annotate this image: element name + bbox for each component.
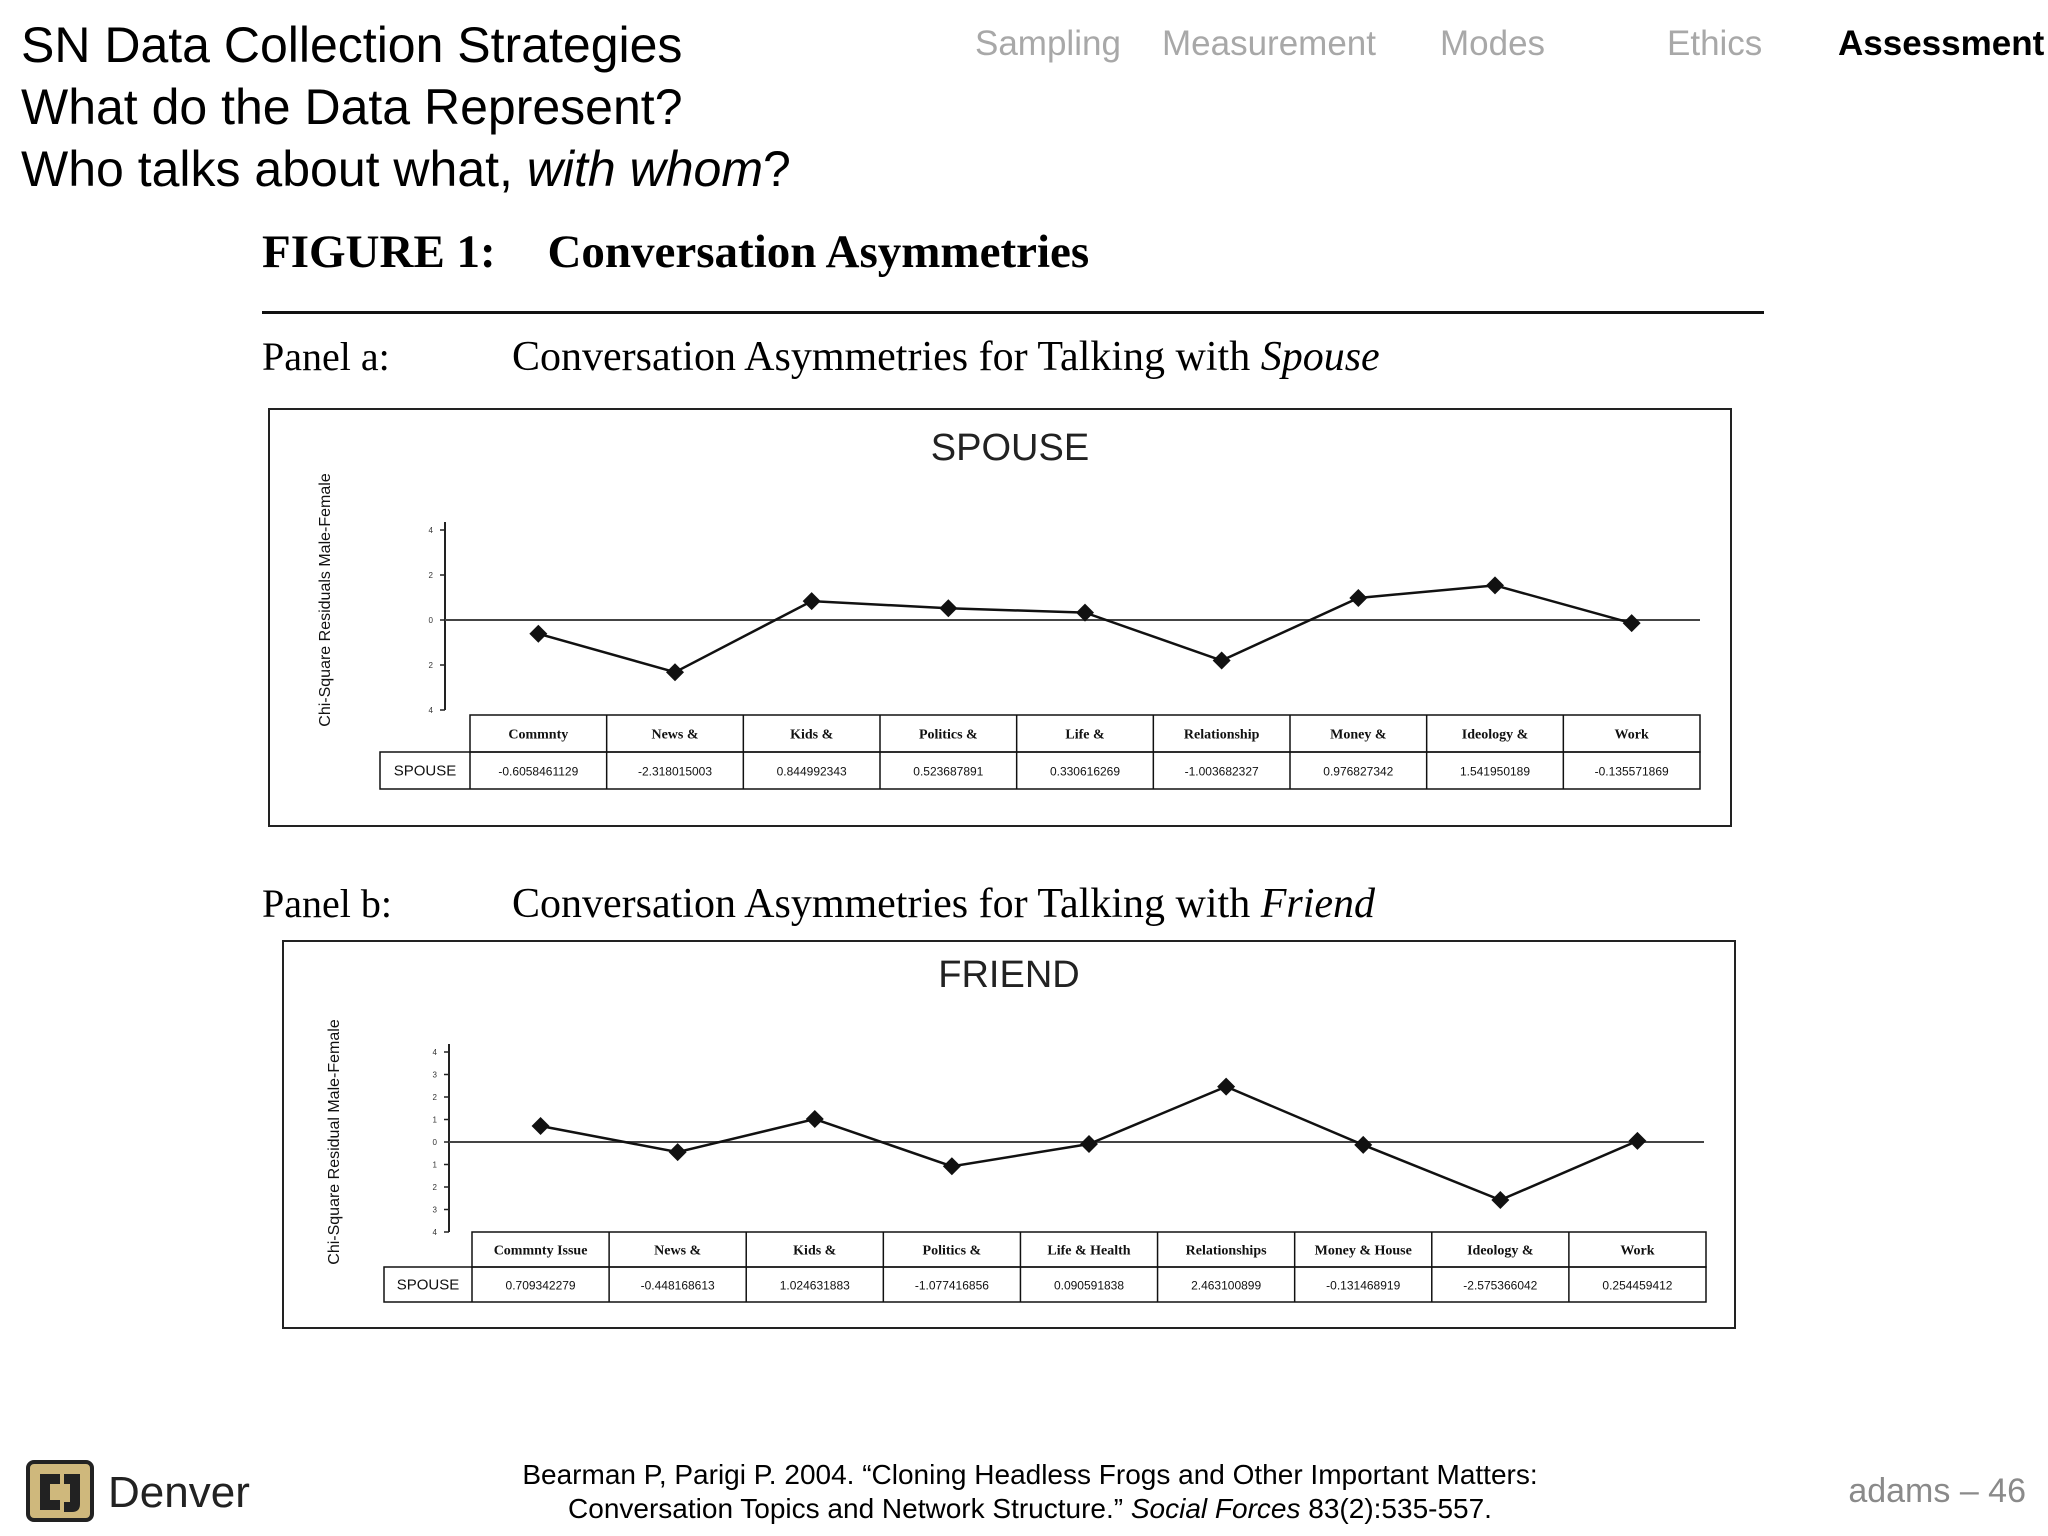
spouse-point-5 xyxy=(1213,652,1231,670)
spouse-category-label-6: Money & xyxy=(1330,727,1387,743)
friend-value-label-1: -0.448168613 xyxy=(640,1278,715,1293)
spouse-category-label-3: Politics & xyxy=(918,727,978,743)
spouse-ylabel: Chi-Square Residuals Male-Female xyxy=(317,473,334,727)
spouse-row-label: SPOUSE xyxy=(393,762,457,780)
figure-heading xyxy=(262,225,1089,279)
friend-category-label-6: Money & House xyxy=(1314,1243,1412,1259)
friend-y-tick-label: 4 xyxy=(432,1048,437,1057)
spouse-category-label-4: Life & xyxy=(1065,727,1105,743)
title-line-2: What do the Data Represent? xyxy=(21,79,683,135)
spouse-value-label-3: 0.523687891 xyxy=(913,764,984,779)
spouse-y-tick-label: 0 xyxy=(428,616,433,625)
spouse-point-3 xyxy=(939,599,957,617)
spouse-category-label-8: Work xyxy=(1614,727,1649,743)
spouse-point-4 xyxy=(1076,604,1094,622)
spouse-chart-title: SPOUSE xyxy=(930,427,1090,469)
friend-category-label-7: Ideology & xyxy=(1467,1243,1534,1259)
spouse-value-label-8: -0.135571869 xyxy=(1594,764,1669,779)
spouse-category-label-1: News & xyxy=(651,727,699,743)
footer-org: Denver xyxy=(108,1468,250,1517)
friend-chart xyxy=(284,942,1734,1327)
friend-y-tick-label: 1 xyxy=(432,1160,437,1170)
friend-value-label-5: 2.463100899 xyxy=(1191,1278,1262,1293)
friend-category-label-2: Kids & xyxy=(793,1243,837,1259)
spouse-category-label-0: Commnty xyxy=(508,727,569,743)
friend-y-tick-label: 0 xyxy=(432,1138,437,1147)
friend-value-label-3: -1.077416856 xyxy=(914,1278,989,1293)
friend-point-1 xyxy=(669,1143,687,1161)
friend-category-label-0: Commnty Issue xyxy=(493,1243,588,1259)
friend-chart-frame xyxy=(282,940,1736,1329)
friend-value-label-6: -0.131468919 xyxy=(1326,1278,1401,1293)
panel-a-label: Panel a: xyxy=(262,334,390,379)
friend-point-6 xyxy=(1354,1136,1372,1154)
panel-a-title: Conversation Asymmetries for Talking with Spouse xyxy=(512,334,1380,380)
spouse-y-tick-label: 4 xyxy=(428,526,433,535)
friend-point-2 xyxy=(806,1110,824,1128)
friend-category-label-8: Work xyxy=(1620,1243,1655,1259)
figure-label: FIGURE 1: xyxy=(262,226,496,278)
spouse-chart-frame xyxy=(268,408,1732,827)
friend-category-label-5: Relationships xyxy=(1185,1243,1267,1259)
friend-point-4 xyxy=(1080,1135,1098,1153)
friend-y-tick-label: 3 xyxy=(432,1070,437,1080)
citation: Bearman P, Parigi P. 2004. “Cloning Headless Frogs and Other Important Matters: Conversation Topics and Network Structure.” Social Forces 83(2):535-557. xyxy=(522,1459,1538,1524)
panel-b-label: Panel b: xyxy=(262,881,392,926)
spouse-value-label-1: -2.318015003 xyxy=(637,764,713,779)
nav-measurement[interactable]: Measurement xyxy=(1162,24,1376,63)
spouse-value-label-0: -0.6058461129 xyxy=(498,764,579,779)
spouse-point-6 xyxy=(1349,589,1367,607)
friend-value-label-8: 0.254459412 xyxy=(1602,1278,1673,1293)
spouse-value-label-7: 1.541950189 xyxy=(1459,764,1531,779)
friend-point-5 xyxy=(1217,1078,1235,1096)
nav-modes[interactable]: Modes xyxy=(1440,24,1546,63)
friend-chart-title: FRIEND xyxy=(938,954,1080,996)
page-number: adams – 46 xyxy=(1848,1472,2026,1510)
panel-b-title: Conversation Asymmetries for Talking with Friend xyxy=(512,881,1376,927)
spouse-point-8 xyxy=(1623,614,1641,632)
title-line-3: Who talks about what, with whom? xyxy=(21,141,791,197)
spouse-series-line xyxy=(538,585,1631,672)
friend-category-label-1: News & xyxy=(654,1243,702,1259)
spouse-y-tick-label: 4 xyxy=(428,706,433,715)
nav-ethics[interactable]: Ethics xyxy=(1667,24,1763,63)
friend-value-label-0: 0.709342279 xyxy=(505,1278,576,1293)
friend-point-7 xyxy=(1491,1191,1509,1209)
spouse-point-1 xyxy=(666,663,684,681)
friend-value-label-2: 1.024631883 xyxy=(779,1278,850,1293)
spouse-value-label-6: 0.976827342 xyxy=(1323,764,1394,779)
friend-y-tick-label: 4 xyxy=(432,1228,437,1237)
spouse-category-label-7: Ideology & xyxy=(1461,727,1529,743)
friend-point-0 xyxy=(532,1117,550,1135)
nav-sampling[interactable]: Sampling xyxy=(975,24,1121,63)
figure-rule xyxy=(262,311,1764,314)
spouse-chart xyxy=(270,410,1730,825)
spouse-point-7 xyxy=(1486,576,1504,594)
spouse-point-0 xyxy=(529,625,547,643)
friend-ylabel: Chi-Square Residual Male-Female xyxy=(326,1019,343,1265)
figure-title: Conversation Asymmetries xyxy=(547,226,1090,278)
spouse-value-label-5: -1.003682327 xyxy=(1184,764,1259,779)
friend-y-tick-label: 1 xyxy=(432,1115,437,1125)
spouse-category-label-5: Relationship xyxy=(1183,727,1260,743)
friend-y-tick-label: 3 xyxy=(432,1205,437,1215)
friend-row-label: SPOUSE xyxy=(396,1276,460,1294)
cu-logo-icon xyxy=(26,1456,94,1524)
spouse-point-2 xyxy=(803,592,821,610)
friend-y-tick-label: 2 xyxy=(432,1183,437,1192)
friend-value-label-7: -2.575366042 xyxy=(1463,1278,1538,1293)
friend-y-tick-label: 2 xyxy=(432,1093,437,1102)
title-line-1: SN Data Collection Strategies xyxy=(21,17,683,73)
spouse-value-label-4: 0.330616269 xyxy=(1049,764,1121,779)
spouse-category-label-2: Kids & xyxy=(790,727,834,743)
friend-point-3 xyxy=(943,1157,961,1175)
friend-category-label-3: Politics & xyxy=(922,1243,982,1259)
spouse-y-tick-label: 2 xyxy=(428,571,433,580)
spouse-y-tick-label: 2 xyxy=(428,661,433,670)
friend-point-8 xyxy=(1628,1132,1646,1150)
nav-assessment[interactable]: Assessment xyxy=(1838,24,2045,63)
friend-category-label-4: Life & Health xyxy=(1047,1243,1131,1259)
friend-value-label-4: 0.090591838 xyxy=(1053,1278,1125,1293)
spouse-value-label-2: 0.844992343 xyxy=(776,764,847,779)
